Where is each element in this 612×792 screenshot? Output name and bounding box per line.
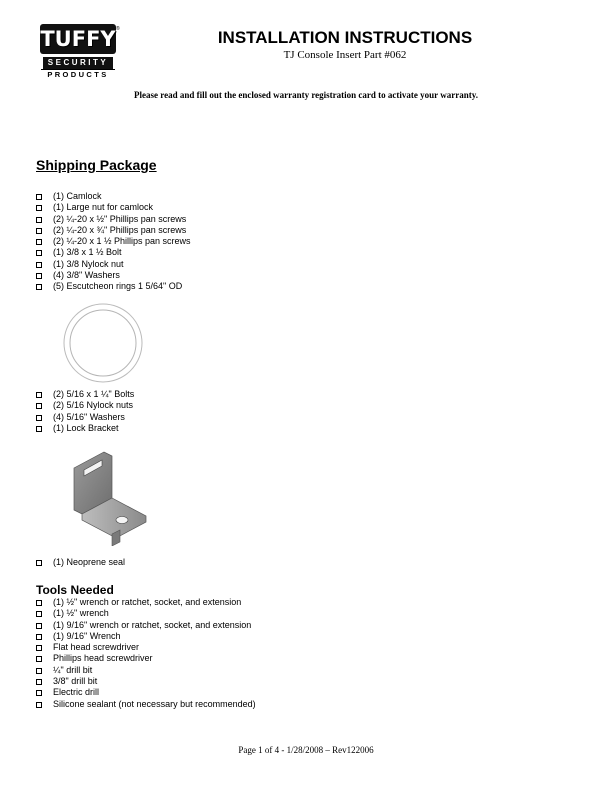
checkbox-icon xyxy=(36,262,42,268)
page-subtitle: TJ Console Insert Part #062 xyxy=(283,49,407,61)
checkbox-icon xyxy=(36,634,42,640)
lock-bracket-image xyxy=(60,446,160,546)
tuffy-logo xyxy=(40,24,116,86)
checkbox-icon xyxy=(36,426,42,432)
list-item-label: (2) ¼-20 x ¾" Phillips pan screws xyxy=(53,224,187,235)
list-item-label: Electric drill xyxy=(53,687,100,698)
list-item-label: Phillips head screwdriver xyxy=(53,653,153,664)
list-item-label: (2) ¼-20 x ½" Phillips pan screws xyxy=(53,213,187,224)
list-item-label: (1) 9/16" wrench or ratchet, socket, and extension xyxy=(53,619,252,630)
list-item-label: (2) 5/16 x 1 ¼" Bolts xyxy=(53,389,135,399)
list-item-label: (1) 3/8 x 1 ½ Bolt xyxy=(53,247,122,258)
checkbox-icon xyxy=(36,250,42,256)
warranty-notice: Please read and fill out the enclosed warranty registration card to activate your warranty. xyxy=(134,90,478,100)
shipping-package-heading: Shipping Package xyxy=(36,157,157,173)
page-footer: Page 1 of 4 - 1/28/2008 – Rev122006 xyxy=(238,745,374,755)
list-item-label: (4) 5/16" Washers xyxy=(53,411,125,422)
list-item-label: (1) Lock Bracket xyxy=(53,422,119,433)
list-item-label: (2) 5/16 Nylock nuts xyxy=(53,400,134,411)
list-item-label: (1) 9/16" Wrench xyxy=(53,630,121,641)
checkbox-icon xyxy=(36,217,42,223)
checkbox-icon xyxy=(36,239,42,245)
checkbox-icon xyxy=(36,205,42,211)
checkbox-icon xyxy=(36,273,42,279)
checkbox-icon xyxy=(36,690,42,696)
list-item-label: (5) Escutcheon rings 1 5/64" OD xyxy=(53,281,183,292)
checkbox-icon xyxy=(36,656,42,662)
list-item-label: Silicone sealant (not necessary but recommended) xyxy=(53,698,256,709)
checkbox-icon xyxy=(36,228,42,234)
logo-registered-mark: ® xyxy=(116,26,120,32)
list-item-label: (1) Camlock xyxy=(53,191,102,201)
escutcheon-ring-image xyxy=(62,302,144,384)
list-item-label: ¼" drill bit xyxy=(53,664,93,675)
tools-needed-heading: Tools Needed xyxy=(36,583,114,597)
logo-brand: TUFFY xyxy=(40,24,116,54)
checkbox-icon xyxy=(36,284,42,290)
list-item-label: 3/8" drill bit xyxy=(53,676,98,687)
list-item-label: (1) Large nut for camlock xyxy=(53,202,154,213)
list-item-label: (1) ½" wrench xyxy=(53,608,109,619)
list-item-label: (1) ½" wrench or ratchet, socket, and extension xyxy=(53,597,242,607)
page-title: INSTALLATION INSTRUCTIONS xyxy=(217,28,473,47)
list-item-label: Flat head screwdriver xyxy=(53,642,140,653)
list-item-label: (1) 3/8 Nylock nut xyxy=(53,258,124,269)
logo-security: SECURITY xyxy=(43,57,113,69)
checkbox-icon xyxy=(36,679,42,685)
checkbox-icon xyxy=(36,415,42,421)
checkbox-icon xyxy=(36,645,42,651)
logo-products: PRODUCTS xyxy=(41,69,115,80)
checkbox-icon xyxy=(36,668,42,674)
checkbox-icon xyxy=(36,611,42,617)
checkbox-icon xyxy=(36,194,42,200)
checkbox-icon xyxy=(36,623,42,629)
checkbox-icon xyxy=(36,600,42,606)
checkbox-icon xyxy=(36,392,42,398)
list-item-label: (1) Neoprene seal xyxy=(53,557,126,567)
checkbox-icon xyxy=(36,702,42,708)
list-item-label: (2) ¼-20 x 1 ½ Phillips pan screws xyxy=(53,236,191,247)
checkbox-icon xyxy=(36,560,42,566)
list-item-label: (4) 3/8" Washers xyxy=(53,270,120,281)
checkbox-icon xyxy=(36,403,42,409)
